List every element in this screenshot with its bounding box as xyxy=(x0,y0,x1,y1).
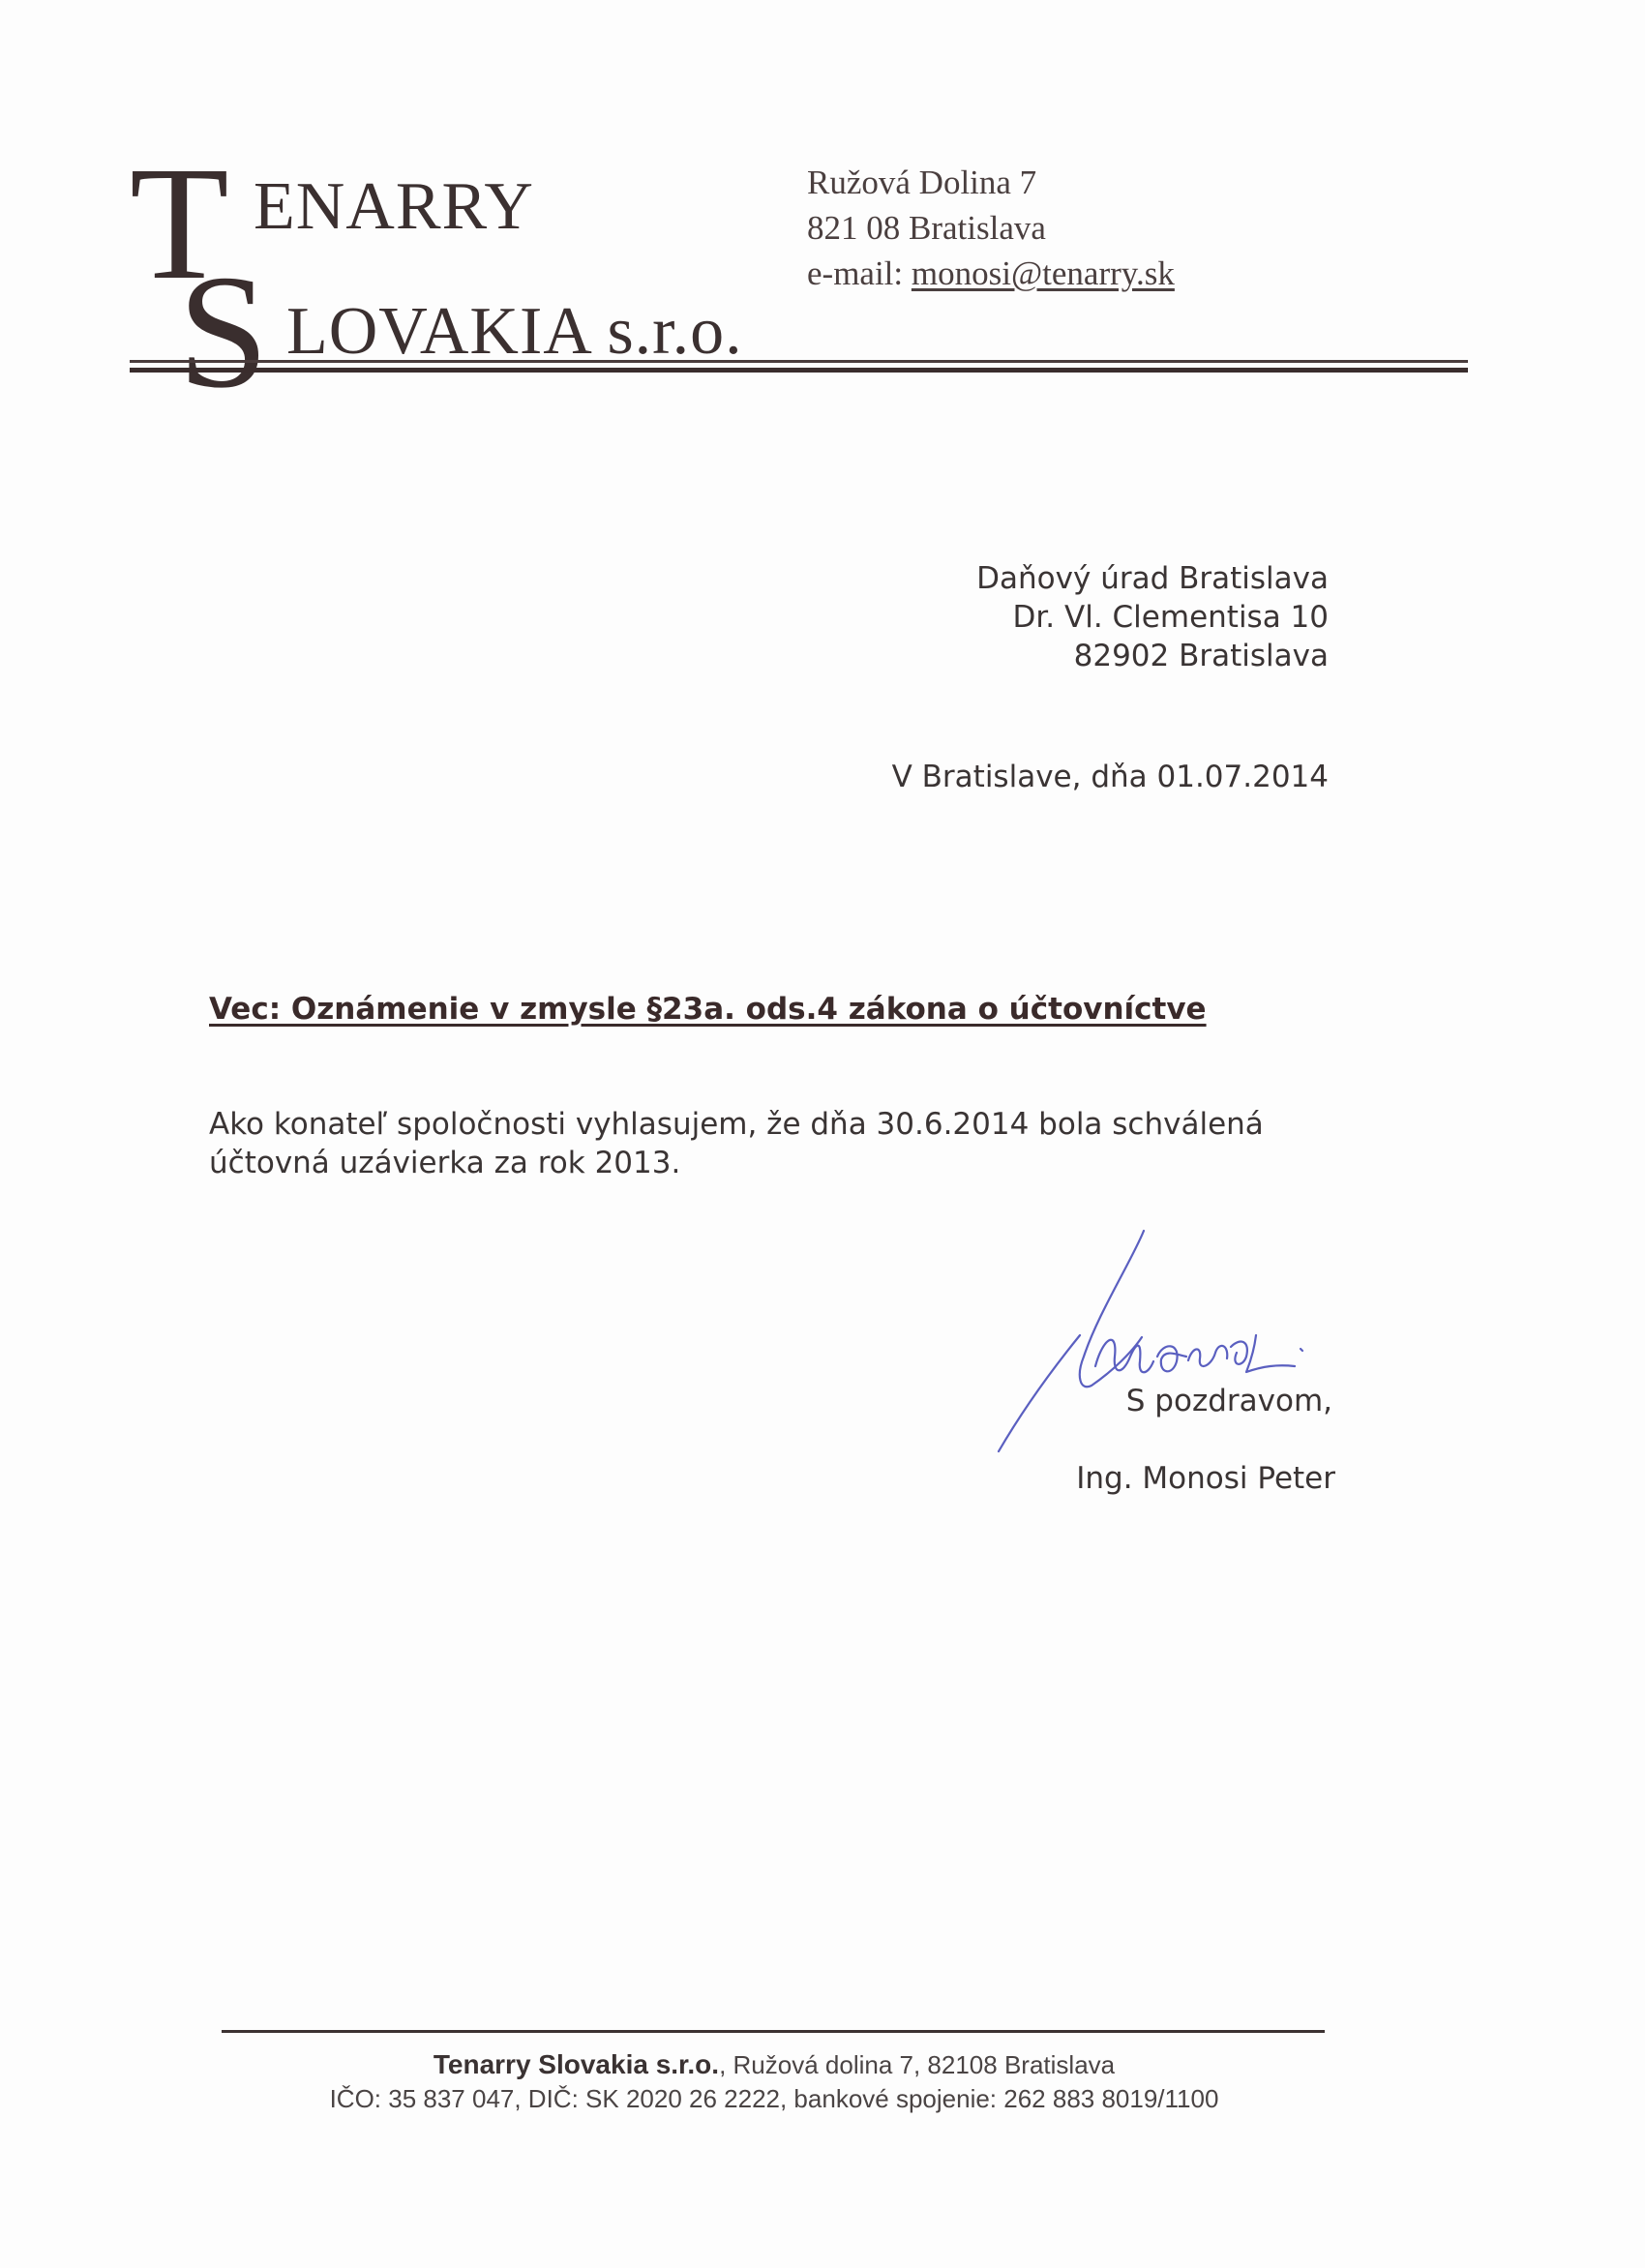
footer-address: , Ružová dolina 7, 82108 Bratislava xyxy=(719,2050,1116,2079)
header-address xyxy=(807,160,1175,296)
footer-registration-info: IČO: 35 837 047, DIČ: SK 2020 26 2222, bankové spojenie: 262 883 8019/1100 xyxy=(329,2084,1219,2113)
letter-body-line2: účtovná uzávierka za rok 2013. xyxy=(209,1146,681,1180)
footer-company-address xyxy=(0,2049,1548,2080)
header-divider-thick xyxy=(130,368,1468,373)
header-email-row xyxy=(807,251,1175,296)
logo-text-line2: LOVAKIA s.r.o. xyxy=(286,294,743,369)
recipient-name: Daňový úrad Bratislava xyxy=(976,561,1329,596)
header-email-link[interactable]: monosi@tenarry.sk xyxy=(911,254,1175,292)
footer-company-name: Tenarry Slovakia s.r.o. xyxy=(433,2049,720,2079)
logo-text-line1: ENARRY xyxy=(254,169,534,244)
letter-body xyxy=(209,1105,1322,1182)
company-logo xyxy=(130,134,788,422)
header-divider xyxy=(130,360,1468,363)
closing-salutation: S pozdravom, xyxy=(1125,1384,1332,1418)
header-email-label: e-mail: xyxy=(807,254,912,292)
logo-letter-s: S xyxy=(178,242,269,422)
handwritten-signature xyxy=(987,1221,1364,1463)
signer-name: Ing. Monosi Peter xyxy=(1076,1461,1335,1496)
letter-subject: Vec: Oznámenie v zmysle §23a. ods.4 zákona o účtovníctve xyxy=(209,992,1207,1027)
header-address-street: Ružová Dolina 7 xyxy=(807,164,1037,201)
letter-body-line1: Ako konateľ spoločnosti vyhlasujem, že dňa 30.6.2014 bola schválená xyxy=(209,1107,1264,1142)
logo-letter-t: T xyxy=(130,134,229,313)
recipient-address xyxy=(976,559,1329,675)
header-address-city: 821 08 Bratislava xyxy=(807,209,1046,247)
recipient-city: 82902 Bratislava xyxy=(1073,639,1329,673)
footer-divider xyxy=(222,2030,1325,2033)
recipient-street: Dr. Vl. Clementisa 10 xyxy=(1012,600,1329,635)
letter-date: V Bratislave, dňa 01.07.2014 xyxy=(891,760,1329,794)
